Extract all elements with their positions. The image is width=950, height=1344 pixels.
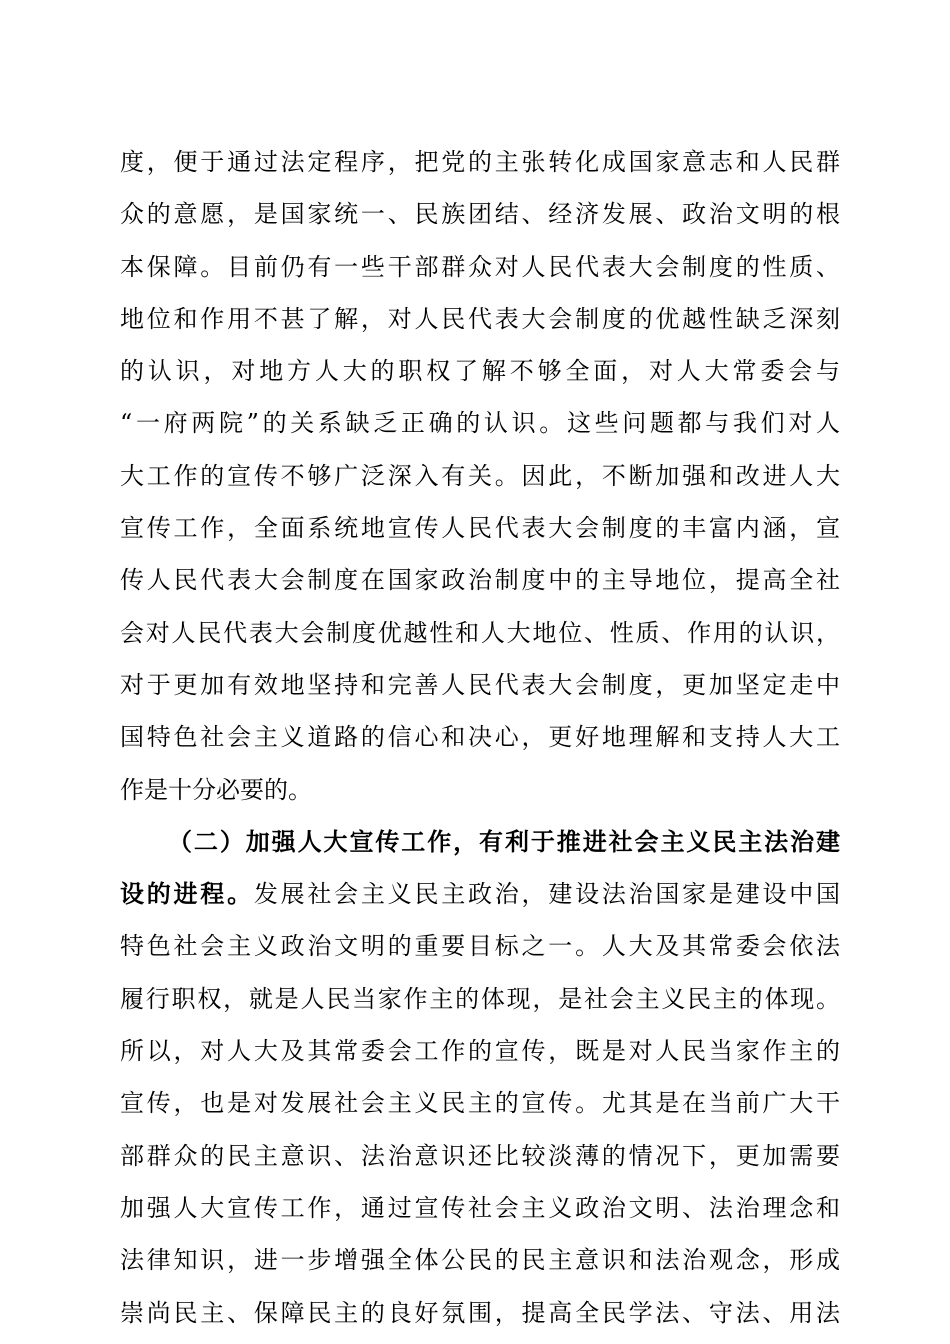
text-line: 宣传工作，全面系统地宣传人民代表大会制度的丰富内涵，宣 (120, 514, 840, 543)
section-heading-end: 设的进程。 (120, 879, 254, 909)
text-line: 法律知识，进一步增强全体公民的民主意识和法治观念，形成 (120, 1246, 840, 1275)
text-line: 会对人民代表大会制度优越性和人大地位、性质、作用的认识， (120, 618, 840, 647)
text-line: 传人民代表大会制度在国家政治制度中的主导地位，提高全社 (120, 566, 840, 595)
text-line: 所以，对人大及其常委会工作的宣传，既是对人民当家作主的 (120, 1037, 840, 1066)
text-line: 大工作的宣传不够广泛深入有关。因此，不断加强和改进人大 (120, 461, 840, 490)
text-line: 本保障。目前仍有一些干部群众对人民代表大会制度的性质、 (120, 252, 840, 281)
text-line: 国特色社会主义道路的信心和决心，更好地理解和支持人大工 (120, 723, 840, 752)
text-line: 众的意愿，是国家统一、民族团结、经济发展、政治文明的根 (120, 200, 840, 229)
text-line: 度，便于通过法定程序，把党的主张转化成国家意志和人民群 (120, 148, 840, 176)
text-line: 地位和作用不甚了解，对人民代表大会制度的优越性缺乏深刻 (120, 304, 840, 333)
text-line: 履行职权，就是人民当家作主的体现，是社会主义民主的体现。 (120, 984, 840, 1013)
text-line: 作是十分必要的。 (120, 775, 312, 804)
section-heading-line: （二）加强人大宣传工作，有利于推进社会主义民主法治建 (168, 826, 840, 856)
paragraph-1 (120, 136, 840, 816)
text-span: 发展社会主义民主政治，建设法治国家是建设中国 (253, 880, 841, 909)
text-line: 部群众的民主意识、法治意识还比较淡薄的情况下，更加需要 (120, 1141, 840, 1170)
text-line: 加强人大宣传工作，通过宣传社会主义政治文明、法治理念和 (120, 1193, 840, 1222)
text-line: 的认识，对地方人大的职权了解不够全面，对人大常委会与 (120, 357, 840, 386)
body-text (120, 136, 840, 1339)
text-line: 崇尚民主、保障民主的良好氛围，提高全民学法、守法、用法 (120, 1298, 840, 1327)
text-line: 对于更加有效地坚持和完善人民代表大会制度，更加坚定走中 (120, 670, 840, 699)
text-line: 特色社会主义政治文明的重要目标之一。人大及其常委会依法 (120, 932, 840, 961)
text-line: “一府两院”的关系缺乏正确的认识。这些问题都与我们对人 (120, 409, 840, 438)
text-line: 宣传，也是对发展社会主义民主的宣传。尤其是在当前广大干 (120, 1089, 840, 1118)
paragraph-2 (120, 816, 840, 1339)
text-line (120, 868, 840, 920)
